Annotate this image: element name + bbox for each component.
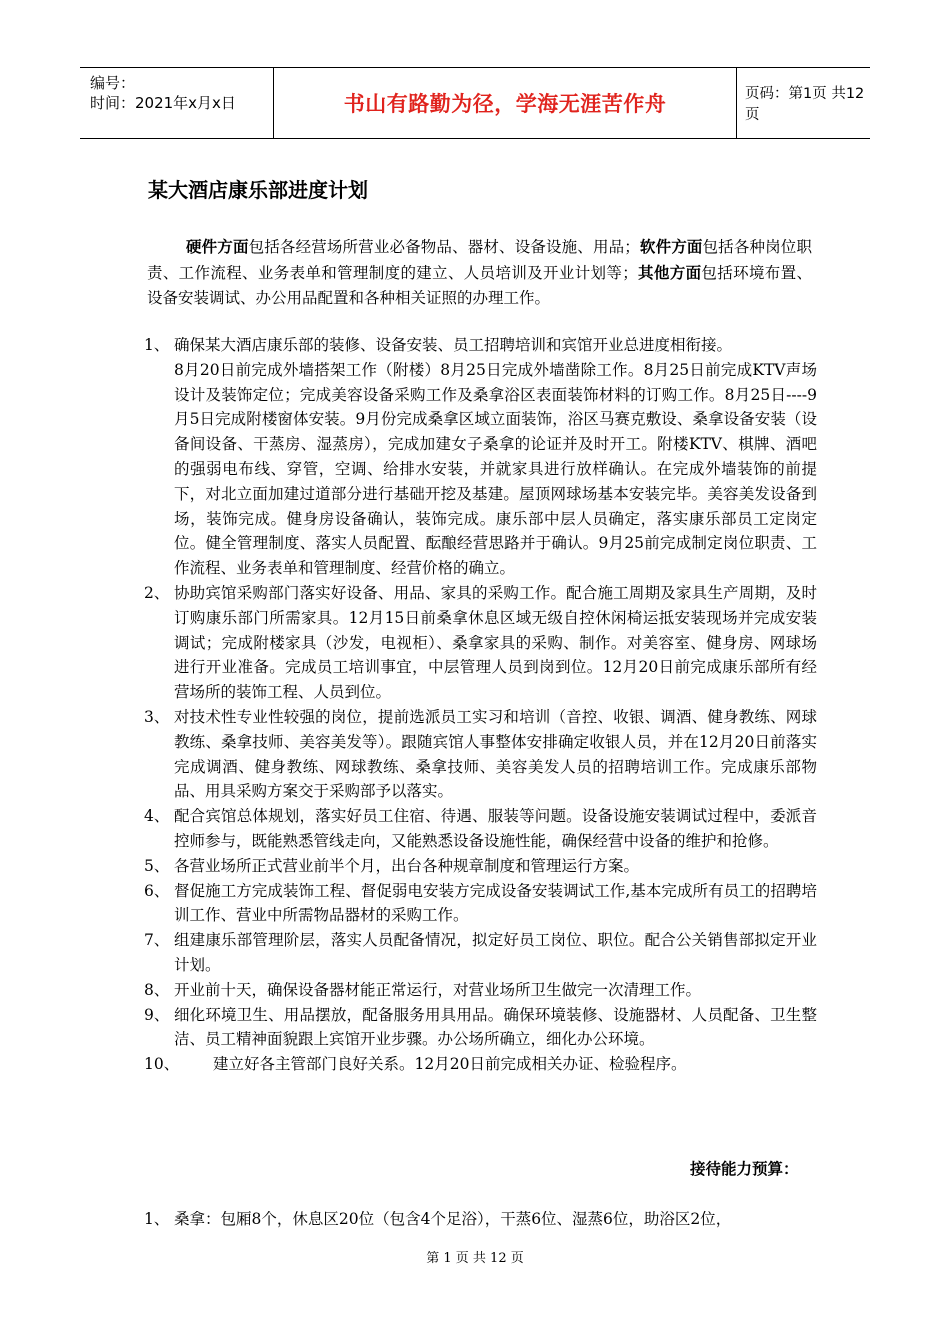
header-page-cell — [737, 68, 870, 138]
list-item-text: 配合宾馆总体规划，落实好员工住宿、待遇、服装等问题。设备设施安装调试过程中，委派音控师参与，既能熟悉管线走向，又能熟悉设备设施性能，确保经营中设备的维护和抢修。 — [174, 807, 817, 850]
list-item-text: 对技术性专业性较强的岗位，提前选派员工实习和培训（音控、收银、调酒、健身教练、网球教练、桑拿技师、美容美发等）。跟随宾馆人事整体安排确定收银人员，并在12月20日前落实完成调酒、健身教练、网球教练、桑拿技师、美容美发人员的招聘培训工作。完成康乐部物品、用具采购方案交于采购部予以落实。 — [174, 707, 817, 801]
list-item-number: 2、 — [144, 583, 170, 602]
list-item — [144, 854, 817, 879]
list-item-text: 开业前十天，确保设备器材能正常运行，对营业场所卫生做完一次清理工作。 — [174, 980, 702, 999]
reception-item-number: 1、 — [144, 1210, 170, 1228]
header-table — [80, 67, 870, 139]
hardware-label: 硬件方面 — [186, 238, 249, 256]
list-item — [144, 705, 817, 804]
header-meta-cell — [80, 68, 274, 138]
document-number: 编号： — [90, 74, 136, 92]
other-label: 其他方面 — [637, 263, 702, 282]
list-item-number: 5、 — [144, 856, 170, 875]
list-item-number: 6、 — [144, 881, 170, 900]
page-title: 某大酒店康乐部进度计划 — [148, 178, 368, 202]
list-item-text: 建立好各主管部门良好关系。12月20日前完成相关办证、检验程序。 — [213, 1055, 687, 1074]
list-item — [144, 978, 817, 1003]
list-item-number: 8、 — [144, 980, 170, 999]
list-item-text: 组建康乐部管理阶层，落实人员配备情况，拟定好员工岗位、职位。配合公关销售部拟定开业计划。 — [174, 931, 817, 974]
list-item-number: 3、 — [144, 707, 170, 726]
page-footer: 第 1 页 共 12 页 — [426, 1251, 524, 1266]
list-item — [144, 333, 817, 581]
reception-heading: 接待能力预算： — [690, 1160, 799, 1178]
list-item-text: 协助宾馆采购部门落实好设备、用品、家具的采购工作。配合施工周期及家具生产周期，及时订购康乐部门所需家具。12月15日前桑拿休息区域无级自控休闲椅运抵安装现场并完成安装调试；完成附楼家具（沙发，电视柜）、桑拿家具的采购、制作。对美容室、健身房、网球场进行开业准备。完成员工培训事宜，中层管理人员到岗到位。12月20日前完成康乐部所有经营场所的装饰工程、人员到位。 — [174, 583, 817, 702]
motto: 书山有路勤为径，学海无涯苦作舟 — [343, 92, 667, 116]
other-text: 包括环境布置、设备安装调试、办公用品配置和各种相关证照的办理工作。 — [147, 263, 812, 307]
list-item-number: 9、 — [144, 1005, 170, 1024]
header-motto-cell — [274, 68, 737, 138]
list-item-number: 4、 — [144, 807, 170, 826]
page-info: 页码：第1页 共12页 — [745, 86, 865, 123]
reception-item-text: 桑拿：包厢8个，休息区20位（包含4个足浴），干蒸6位、湿蒸6位，助浴区2位， — [174, 1210, 732, 1228]
list-item — [144, 804, 817, 854]
list-item-text: 各营业场所正式营业前半个月，出台各种规章制度和管理运行方案。 — [174, 856, 640, 875]
software-label: 软件方面 — [639, 238, 703, 256]
list-item — [144, 581, 817, 705]
list-item-number: 1、 — [144, 336, 170, 354]
list-item — [144, 1003, 817, 1053]
hardware-text: 包括各经营场所营业必备物品、器材、设备设施、用品； — [248, 238, 640, 256]
intro-paragraph — [147, 235, 812, 312]
list-item-text: 督促施工方完成装饰工程、督促弱电安装方完成设备安装调试工作,基本完成所有员工的招聘培训工作、营业中所需物品器材的采购工作。 — [174, 881, 817, 925]
reception-item — [144, 1207, 817, 1229]
progress-list — [144, 333, 817, 1077]
list-item-text: 细化环境卫生、用品摆放，配备服务用具用品。确保环境装修、设施器材、人员配备、卫生整洁、员工精神面貌跟上宾馆开业步骤。办公场所确立，细化办公环境。 — [174, 1005, 817, 1049]
list-item-number: 7、 — [144, 931, 170, 950]
document-time: 时间：2021年x月x日 — [90, 94, 236, 112]
list-item — [144, 928, 817, 978]
list-item-text: 确保某大酒店康乐部的装修、设备安装、员工招聘培训和宾馆开业总进度相衔接。 — [174, 336, 733, 354]
list-item — [144, 879, 817, 929]
list-item — [144, 1052, 817, 1077]
software-text: 包括各种岗位职责、工作流程、业务表单和管理制度的建立、人员培训及开业计划等； — [147, 238, 812, 282]
list-item-number: 10、 — [144, 1055, 180, 1074]
list-item-detail: 8月20日前完成外墙搭架工作（附楼）8月25日完成外墙凿除工作。8月25日前完成KTV声场设计及装饰定位；完成美容设备采购工作及桑拿浴区表面装饰材料的订购工作。8月25日----9月5日完成附楼窗体安装。9月份完成桑拿区域立面装饰，浴区马赛克敷设、桑拿设备安装（设备间设备、干蒸房、湿蒸房），完成加建女子桑拿的论证并及时开工。附楼KTV、棋牌、酒吧的强弱电布线、穿管，空调、给排水安装，并就家具进行放样确认。在完成外墙装饰的前提下，对北立面加建过道部分进行基础开挖及基建。屋顶网球场基本安装完毕。美容美发设备到场，装饰完成。健身房设备确认，装饰完成。康乐部中层人员确定，落实康乐部员工定岗定位。健全管理制度、落实人员配置、酝酿经营思路并于确认。9月25前完成制定岗位职责、工作流程、业务表单和管理制度、经营价格的确立。 — [174, 360, 817, 578]
